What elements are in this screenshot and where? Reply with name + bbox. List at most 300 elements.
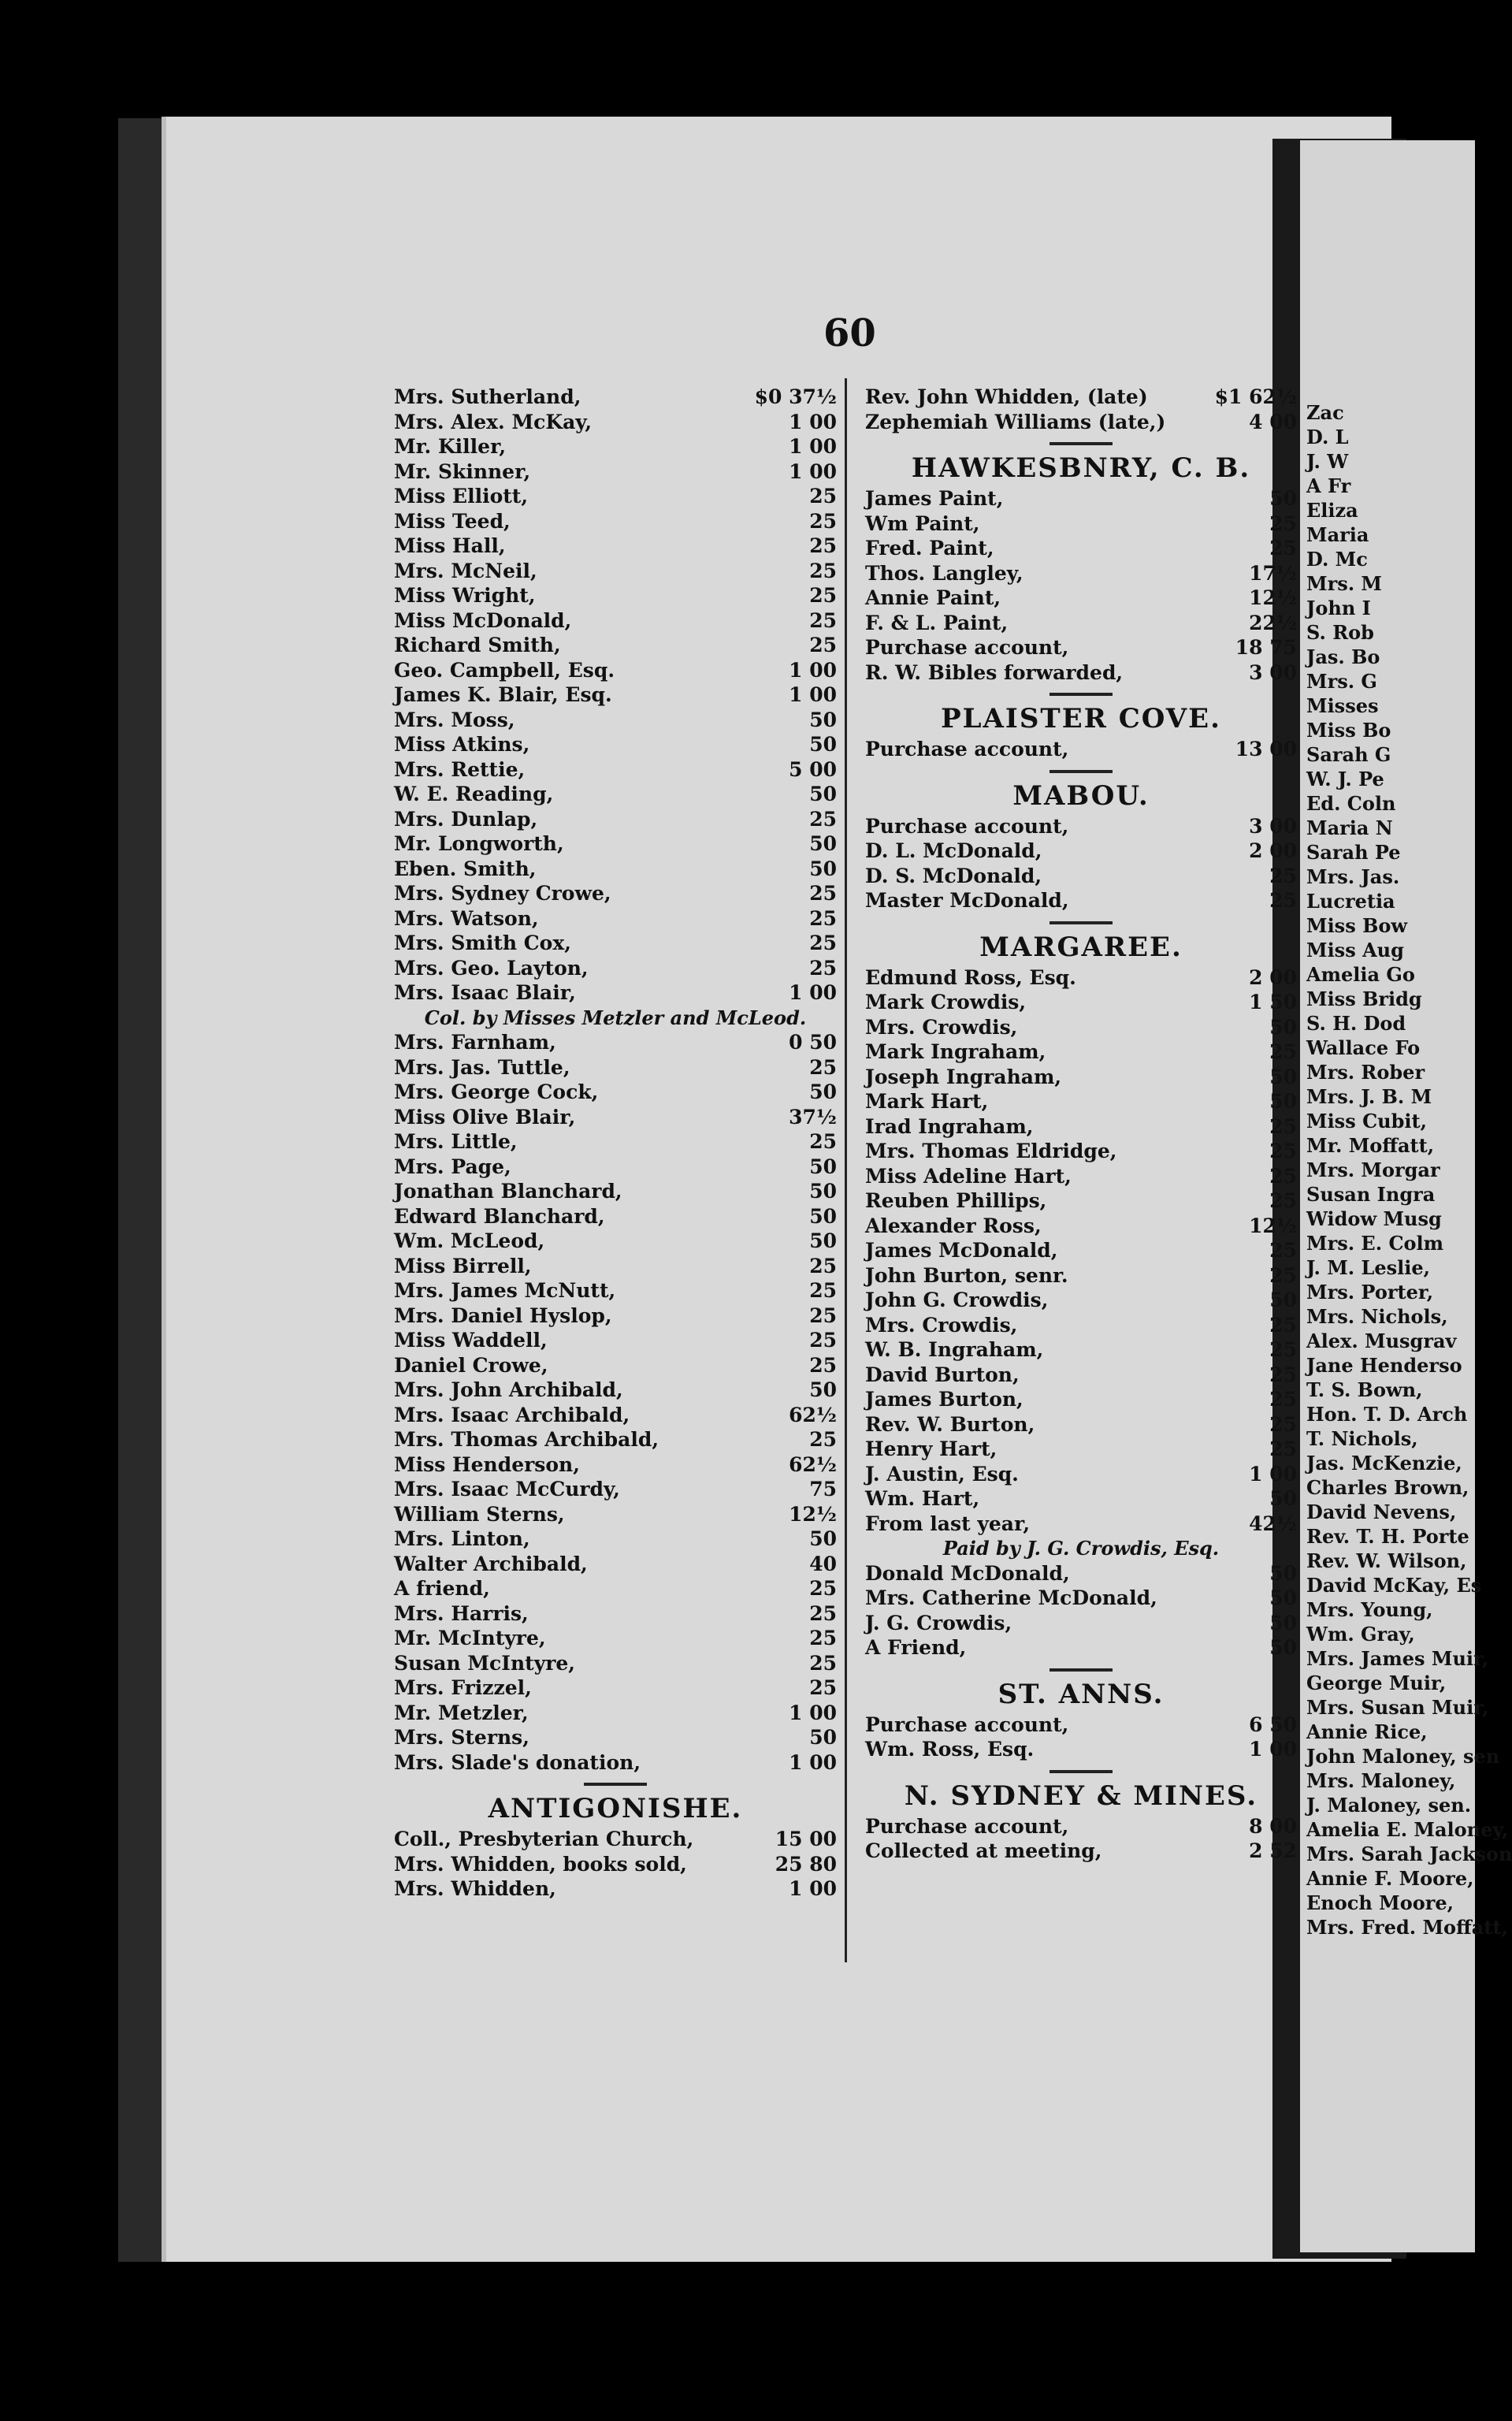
contribution-row (865, 486, 1297, 511)
contributor-name: Mrs. Daniel Hyslop, (394, 1303, 612, 1327)
facing-page-line: D. L (1306, 426, 1349, 448)
contribution-amount: 12½ (789, 1502, 837, 1526)
contributor-name: Mrs. Slade's donation, (394, 1750, 641, 1774)
contributor-name: Edmund Ross, Esq. (865, 965, 1076, 989)
contribution-row (865, 1814, 1297, 1839)
section-rule (1049, 1668, 1113, 1672)
facing-page-line: S. Rob (1306, 621, 1374, 644)
contributor-name: Miss Adeline Hart, (865, 1164, 1072, 1188)
contribution-row (865, 660, 1297, 686)
contribution-row (865, 1512, 1297, 1537)
contribution-row (865, 1437, 1297, 1462)
contribution-row (394, 1601, 837, 1627)
contribution-row (865, 1412, 1297, 1437)
contribution-amount: 15 00 (775, 1828, 837, 1850)
facing-page-line: Annie F. Moore, (1306, 1867, 1474, 1890)
contribution-row (394, 1204, 837, 1229)
contribution-row (394, 658, 837, 683)
contributor-name: Mrs. John Archibald, (394, 1378, 623, 1401)
contribution-amount: 18 75 (1235, 636, 1297, 659)
contributor-name: James Paint, (865, 487, 1004, 510)
contribution-row (865, 990, 1297, 1015)
contributor-name: Mrs. Moss, (394, 708, 515, 731)
contribution-amount: 50 (809, 1204, 837, 1228)
contributor-name: Fred. Paint, (865, 537, 994, 560)
contributor-name: Mr. McIntyre, (394, 1627, 546, 1649)
contribution-row (394, 980, 837, 1006)
contributor-name: Miss Hall, (394, 534, 506, 557)
contributor-name: A Friend, (865, 1636, 967, 1659)
contribution-amount: 50 (809, 1080, 837, 1103)
contributor-name: F. & L. Paint, (865, 611, 1009, 634)
contribution-row (865, 888, 1297, 913)
contribution-amount: 50 (809, 1229, 837, 1252)
facing-page-line: Rev. W. Wilson, (1306, 1549, 1467, 1572)
contributor-name: Mrs. Rettie, (394, 757, 526, 781)
contribution-amount: 25 (1269, 1412, 1297, 1436)
contributor-name: Coll., Presbyterian Church, (394, 1828, 694, 1850)
contribution-amount: 25 (809, 534, 837, 557)
contribution-amount: 50 (1269, 1561, 1297, 1585)
contributor-name: Daniel Crowe, (394, 1353, 548, 1377)
contributor-name: Mrs. Farnham, (394, 1031, 556, 1054)
contributor-name: Mrs. Geo. Layton, (394, 956, 589, 980)
facing-page-line: Hon. T. D. Arch (1306, 1403, 1468, 1426)
contribution-amount: 25 (1269, 1363, 1297, 1386)
contribution-amount: 12½ (1249, 1214, 1297, 1237)
facing-page-line: A Fr (1306, 474, 1351, 497)
contributor-name: Mrs. Catherine McDonald, (865, 1586, 1157, 1609)
contributor-name: Mrs. Whidden, books sold, (394, 1852, 687, 1876)
contribution-amount: 25 (809, 956, 837, 980)
contributor-name: Alexander Ross, (865, 1214, 1042, 1237)
facing-page-line: Sarah Pe (1306, 841, 1401, 864)
facing-page-line: Maria N (1306, 816, 1393, 839)
contribution-row (394, 484, 837, 509)
contributor-name: Mrs. Isaac McCurdy, (394, 1478, 620, 1501)
contribution-row (865, 864, 1297, 889)
contribution-row (394, 1852, 837, 1877)
section-rule (1049, 921, 1113, 924)
contributor-name: Wm Paint, (865, 511, 980, 535)
collector-note: Paid by J. G. Crowdis, Esq. (942, 1537, 1220, 1560)
contribution-amount: 3 00 (1249, 814, 1297, 838)
contribution-amount: 1 00 (1249, 1738, 1297, 1761)
contribution-row (865, 839, 1297, 864)
contributor-name: Mrs. McNeil, (394, 559, 537, 582)
facing-page-line: D. Mc (1306, 548, 1368, 571)
contributor-name: James McDonald, (865, 1239, 1058, 1262)
contribution-row (394, 1452, 837, 1478)
contributor-name: Collected at meeting, (865, 1839, 1102, 1862)
contribution-amount: 1 00 (789, 459, 837, 483)
facing-page-line: David Nevens, (1306, 1501, 1457, 1523)
contribution-row (394, 1675, 837, 1701)
contribution-amount: 50 (1269, 1289, 1297, 1311)
contributor-name: J. Austin, Esq. (865, 1462, 1019, 1486)
contribution-row (394, 1303, 837, 1329)
facing-page-line: Widow Musg (1306, 1207, 1442, 1230)
contributor-name: Mrs. Thomas Eldridge, (865, 1140, 1117, 1162)
section-rule (1049, 693, 1113, 696)
contributor-name: Richard Smith, (394, 634, 561, 656)
contribution-amount: 50 (1269, 1065, 1297, 1088)
contributor-name: Mrs. Thomas Archibald, (394, 1428, 659, 1451)
contribution-row (394, 1876, 837, 1902)
contribution-row (394, 1055, 837, 1080)
section-heading: HAWKESBNRY, C. B. (911, 452, 1251, 484)
contribution-row (865, 1214, 1297, 1239)
contributor-name: Zephemiah Williams (late,) (865, 410, 1166, 433)
contributor-name: Mrs. Watson, (394, 906, 539, 930)
contribution-row (394, 534, 837, 559)
contributor-name: Mr. Metzler, (394, 1701, 529, 1724)
facing-page-line: Mrs. Sarah Jackson (1306, 1843, 1512, 1865)
contribution-row (394, 559, 837, 584)
facing-page-line: Susan Ingra (1306, 1183, 1436, 1206)
contribution-row (865, 1065, 1297, 1090)
contribution-amount: 1 00 (789, 658, 837, 682)
contribution-row (394, 410, 837, 435)
facing-page-line: Jas. Bo (1306, 645, 1380, 668)
contribution-row (394, 1527, 837, 1552)
contribution-amount: 25 (1269, 1140, 1297, 1162)
contribution-row (394, 807, 837, 832)
facing-page-fragments (1306, 400, 1512, 1939)
contribution-amount: 2 52 (1249, 1839, 1297, 1862)
contribution-row (865, 1188, 1297, 1214)
left-column (394, 385, 837, 1902)
contribution-row (394, 931, 837, 956)
contributor-name: Mrs. Linton, (394, 1527, 530, 1550)
contributor-name: Mrs. James McNutt, (394, 1279, 616, 1302)
contribution-row (865, 511, 1297, 537)
contributor-name: Mrs. Crowdis, (865, 1313, 1018, 1337)
contributor-name: Miss Birrell, (394, 1254, 532, 1277)
contribution-row (394, 385, 837, 410)
contribution-amount: 17½ (1249, 561, 1297, 585)
contribution-amount: 25 (1269, 1437, 1297, 1460)
contribution-amount: $1 62½ (1214, 385, 1297, 408)
contribution-amount: 25 (1269, 1263, 1297, 1287)
contributor-name: Mrs. Frizzel, (394, 1676, 532, 1699)
contribution-amount: 25 (1269, 1388, 1297, 1411)
contributor-name: Miss Wright, (394, 584, 536, 607)
facing-page-line: Mrs. Jas. (1306, 865, 1400, 888)
contributor-name: Mrs. Sutherland, (394, 385, 581, 408)
contribution-row (865, 536, 1297, 561)
facing-page-line: Amelia E. Maloney, (1306, 1818, 1509, 1841)
contribution-amount: 1 00 (1249, 1462, 1297, 1486)
contribution-row (394, 1827, 837, 1852)
contribution-amount: 1 00 (789, 1701, 837, 1724)
section-rule (584, 1783, 647, 1786)
section-heading: ANTIGONISHE. (488, 1793, 743, 1824)
contributor-name: W. E. Reading, (394, 783, 554, 805)
contribution-amount: 5 00 (789, 757, 837, 781)
contributor-name: Purchase account, (865, 738, 1069, 761)
contribution-row (394, 757, 837, 783)
facing-page-line: David McKay, Es (1306, 1574, 1482, 1597)
contribution-row (865, 1486, 1297, 1512)
contribution-amount: 25 (809, 1254, 837, 1277)
contribution-row (865, 814, 1297, 839)
contributor-name: Joseph Ingraham, (865, 1065, 1062, 1088)
contributor-name: Rev. W. Burton, (865, 1412, 1035, 1436)
contribution-row (865, 1238, 1297, 1263)
contributor-name: Mr. Longworth, (394, 832, 564, 855)
contribution-amount: 62½ (789, 1403, 837, 1426)
contribution-row (865, 1387, 1297, 1412)
facing-page-line: Maria (1306, 523, 1369, 546)
contribution-row (394, 906, 837, 932)
contribution-row (394, 1030, 837, 1055)
contribution-amount: 2 00 (1249, 965, 1297, 989)
facing-page-line: Zac (1306, 401, 1344, 424)
facing-page-line: Annie Rice, (1306, 1720, 1428, 1743)
contribution-row (394, 1427, 837, 1452)
contribution-row (394, 1155, 837, 1180)
contribution-amount: 25 (1269, 1114, 1297, 1138)
contribution-row (394, 633, 837, 658)
contribution-amount: 40 (809, 1552, 837, 1575)
facing-page-line: Sarah G (1306, 743, 1391, 766)
facing-page (1300, 140, 1512, 2252)
contribution-amount: 50 (809, 857, 837, 880)
contributor-name: Susan McIntyre, (394, 1651, 576, 1675)
contribution-row (394, 1328, 837, 1353)
contributor-name: Mrs. Isaac Blair, (394, 981, 576, 1004)
contributor-name: Purchase account, (865, 814, 1069, 838)
facing-page-line: Mrs. Nichols, (1306, 1305, 1448, 1328)
contribution-row (865, 1015, 1297, 1040)
contribution-amount: 25 (809, 1601, 837, 1625)
contribution-amount: 50 (1269, 1015, 1297, 1039)
contribution-row (865, 1039, 1297, 1065)
facing-page-line: Charles Brown, (1306, 1476, 1469, 1499)
facing-page-line: Jane Henderso (1306, 1354, 1462, 1377)
contribution-amount: 50 (809, 1726, 837, 1749)
contribution-amount: 25 80 (775, 1852, 837, 1876)
contribution-amount: 25 (809, 1627, 837, 1649)
contributor-name: Miss Teed, (394, 509, 511, 533)
facing-page-line: Misses (1306, 694, 1379, 717)
contribution-row (394, 831, 837, 857)
contributor-name: John Burton, senr. (865, 1263, 1068, 1287)
contributor-name: Miss Atkins, (394, 733, 530, 756)
contribution-row (394, 1378, 837, 1403)
section-heading: MARGAREE. (979, 931, 1183, 963)
contribution-amount: 1 50 (1249, 991, 1297, 1013)
facing-page-line: W. J. Pe (1306, 768, 1384, 790)
contributor-name: Thos. Langley, (865, 561, 1023, 585)
contribution-row (865, 1586, 1297, 1611)
contribution-amount: 25 (1269, 1164, 1297, 1188)
contribution-amount: 50 (1269, 1586, 1297, 1609)
contribution-amount: 62½ (789, 1452, 837, 1476)
contributor-name: R. W. Bibles forwarded, (865, 660, 1124, 684)
contributor-name: Mr. Skinner, (394, 459, 531, 483)
contributor-name: Irad Ingraham, (865, 1114, 1034, 1138)
contribution-amount: 50 (1269, 1611, 1297, 1634)
contributor-name: James K. Blair, Esq. (394, 683, 612, 706)
contribution-row (394, 459, 837, 485)
contribution-row (394, 1750, 837, 1776)
contributor-name: Mark Crowdis, (865, 991, 1027, 1013)
facing-page-line: Ed. Coln (1306, 792, 1396, 815)
book-spine (118, 118, 165, 2262)
contribution-amount: $0 37½ (754, 385, 837, 408)
facing-page-line: Eliza (1306, 499, 1358, 522)
contribution-amount: 50 (1269, 487, 1297, 510)
contributor-name: Master McDonald, (865, 889, 1069, 912)
contribution-row (394, 881, 837, 906)
contributor-name: Mrs. Crowdis, (865, 1015, 1018, 1039)
section-heading: N. SYDNEY & MINES. (904, 1779, 1258, 1812)
contribution-amount: 25 (809, 634, 837, 656)
contribution-row (394, 1179, 837, 1204)
contribution-row (865, 586, 1297, 611)
facing-page-line: Mr. Moffatt, (1306, 1134, 1435, 1157)
contribution-row (394, 732, 837, 757)
facing-page-line: Wallace Fo (1306, 1036, 1421, 1059)
contribution-row (394, 1552, 837, 1577)
contributor-name: Wm. Hart, (865, 1487, 980, 1510)
facing-page-line: J. W (1306, 450, 1349, 473)
contributor-name: Mrs. Harris, (394, 1601, 529, 1625)
facing-page-line: Miss Aug (1306, 939, 1404, 961)
facing-page-line: Mrs. G (1306, 670, 1377, 693)
contribution-amount: 25 (809, 1303, 837, 1327)
contribution-amount: 25 (809, 1651, 837, 1675)
contributor-name: Edward Blanchard, (394, 1204, 605, 1228)
contributor-name: Geo. Campbell, Esq. (394, 658, 615, 682)
facing-page-line: T. S. Bown, (1306, 1378, 1423, 1401)
contributor-name: Donald McDonald, (865, 1561, 1070, 1585)
section-heading: ST. ANNS. (997, 1678, 1165, 1710)
contributor-name: Mr. Killer, (394, 435, 507, 458)
contribution-amount: 1 00 (789, 683, 837, 706)
collector-note: Col. by Misses Metzler and McLeod. (424, 1006, 807, 1029)
contribution-amount: 8 00 (1249, 1814, 1297, 1838)
contribution-amount: 25 (1269, 1338, 1297, 1361)
facing-page-line: Mrs. J. B. M (1306, 1085, 1432, 1108)
contributor-name: Mrs. Sterns, (394, 1726, 529, 1749)
contributor-name: J. G. Crowdis, (865, 1611, 1012, 1634)
contributor-name: From last year, (865, 1512, 1031, 1535)
contribution-row (394, 1576, 837, 1601)
contribution-amount: 22½ (1249, 611, 1297, 634)
contribution-row (394, 1701, 837, 1726)
facing-page-line: Enoch Moore, (1306, 1891, 1454, 1914)
contributor-name: Miss Olive Blair, (394, 1105, 576, 1129)
contribution-row (865, 410, 1297, 435)
contribution-row (394, 857, 837, 882)
facing-page-line: George Muir, (1306, 1672, 1447, 1694)
contribution-row (865, 737, 1297, 762)
contributor-name: Mrs. George Cock, (394, 1080, 599, 1103)
contribution-row (394, 1254, 837, 1279)
contribution-amount: 25 (809, 509, 837, 533)
contribution-row (865, 611, 1297, 636)
contribution-row (865, 965, 1297, 991)
contribution-amount: 25 (1269, 1239, 1297, 1262)
contribution-amount: 3 00 (1249, 660, 1297, 684)
facing-page-line: Mrs. Morgar (1306, 1158, 1440, 1181)
contributor-name: Reuben Phillips, (865, 1189, 1047, 1212)
facing-page-line: S. H. Dod (1306, 1012, 1406, 1035)
facing-page-line: Miss Cubit, (1306, 1110, 1427, 1132)
contribution-amount: 50 (809, 1527, 837, 1550)
contribution-amount: 75 (809, 1478, 837, 1501)
contribution-row (865, 1164, 1297, 1189)
contributor-name: James Burton, (865, 1388, 1023, 1411)
contribution-amount: 50 (1269, 1090, 1297, 1113)
facing-page-line: Mrs. Porter, (1306, 1281, 1434, 1303)
contributor-name: Mrs. Page, (394, 1155, 511, 1178)
contribution-amount: 42½ (1249, 1512, 1297, 1535)
contribution-row (394, 434, 837, 459)
right-column (865, 385, 1297, 1864)
contribution-amount: 25 (809, 807, 837, 831)
contribution-amount: 37½ (789, 1105, 837, 1129)
contribution-row (394, 1477, 837, 1502)
contribution-amount: 25 (1269, 537, 1297, 560)
contribution-amount: 25 (809, 1577, 837, 1600)
contribution-amount: 25 (809, 608, 837, 632)
contribution-amount: 50 (1269, 1487, 1297, 1510)
contributor-name: Eben. Smith, (394, 857, 537, 880)
contributor-name: Wm. Ross, Esq. (865, 1738, 1035, 1761)
contributor-name: Mrs. Whidden, (394, 1877, 556, 1900)
contribution-amount: 13 00 (1235, 738, 1297, 761)
contribution-amount: 50 (809, 1180, 837, 1203)
contribution-amount: 12½ (1249, 586, 1297, 609)
facing-page-line: Mrs. Young, (1306, 1598, 1433, 1621)
contributor-name: Jonathan Blanchard, (394, 1180, 622, 1203)
contributor-name: Purchase account, (865, 1814, 1069, 1838)
contributor-name: William Sterns, (394, 1502, 565, 1526)
section-heading: MABOU. (1012, 779, 1150, 812)
column-divider (845, 378, 847, 1962)
contribution-amount: 50 (809, 733, 837, 756)
contribution-row (865, 1288, 1297, 1313)
contribution-amount: 25 (809, 1676, 837, 1699)
contributor-name: D. S. McDonald, (865, 864, 1042, 887)
contributor-name: Mrs. Smith Cox, (394, 932, 571, 954)
contribution-row (394, 782, 837, 807)
facing-page-line: John I (1306, 597, 1371, 619)
contribution-row (865, 385, 1297, 410)
contribution-row (394, 1353, 837, 1378)
contribution-amount: 50 (809, 832, 837, 855)
contribution-row (865, 1139, 1297, 1164)
section-heading: PLAISTER COVE. (941, 703, 1221, 734)
facing-page-line: Jas. McKenzie, (1306, 1452, 1462, 1475)
contribution-row (394, 708, 837, 733)
contribution-amount: 25 (809, 1353, 837, 1377)
contribution-amount: 25 (1269, 511, 1297, 535)
contributor-name: Mark Ingraham, (865, 1040, 1046, 1063)
contribution-amount: 2 00 (1249, 839, 1297, 862)
facing-page-line: Miss Bridg (1306, 987, 1422, 1010)
contribution-amount: 25 (809, 882, 837, 905)
contribution-row (865, 1635, 1297, 1660)
facing-page-line: Alex. Musgrav (1306, 1330, 1457, 1352)
contribution-row (865, 561, 1297, 586)
contribution-amount: 1 00 (789, 981, 837, 1004)
contribution-row (394, 1502, 837, 1527)
